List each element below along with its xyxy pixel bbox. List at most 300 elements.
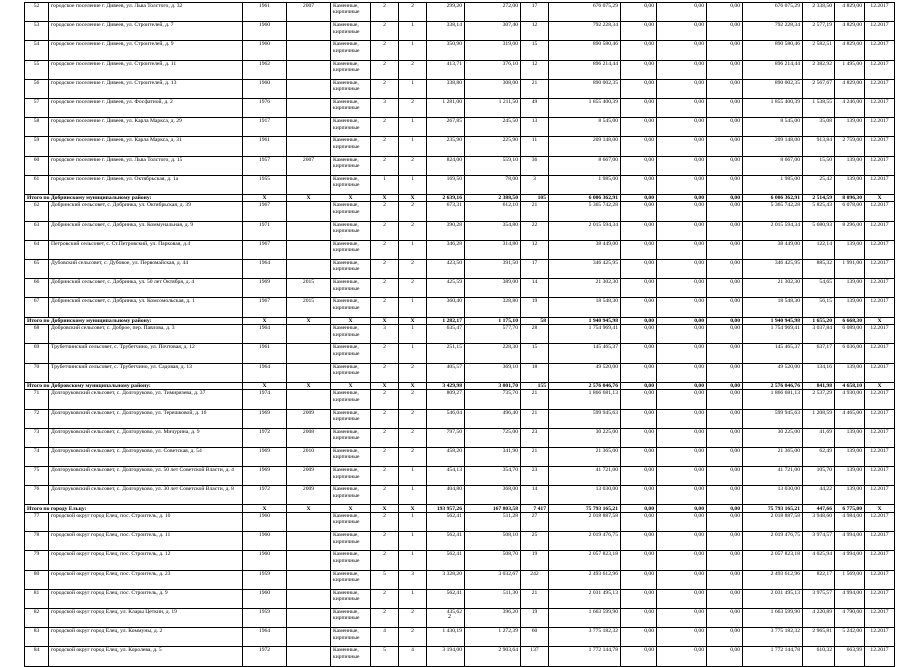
subtotal-cell: 0,00 (657, 382, 707, 390)
table-cell: 0,00 (657, 428, 707, 447)
subtotal-cell: 6 668,30 (835, 317, 865, 325)
table-cell: 404,80 (427, 486, 465, 505)
table-cell: 1 (399, 175, 427, 194)
table-cell: 2 031 495,13 (549, 589, 621, 608)
table-cell: 0,00 (707, 513, 743, 532)
table-cell: Каменные, кирпичные (331, 570, 371, 589)
table-cell: 0,00 (621, 137, 657, 156)
table-cell: 1 663 599,90 (743, 609, 803, 628)
table-cell: 12.2017 (865, 22, 895, 41)
table-cell: 2 015 594,34 (743, 221, 803, 240)
table-cell: 49 520,00 (743, 363, 803, 382)
table-cell: 3 (371, 325, 399, 344)
table-cell: 1 754 969,41 (549, 325, 621, 344)
table-cell: 59 (25, 137, 49, 156)
table-cell: 2 031 495,13 (743, 589, 803, 608)
table-cell: городской округ город Елец, пос. Строитель, д. 9 (49, 589, 243, 608)
table-row (25, 240, 895, 259)
table-cell: 1960 (243, 532, 287, 551)
table-cell: 319,00 (465, 41, 521, 60)
table-cell: 0,00 (657, 3, 707, 22)
table-cell (287, 221, 331, 240)
table-cell: городское поселение г. Дивеев, ул. Строителей, д. 11 (49, 60, 243, 79)
table-cell: Долгоруковский сельсовет, с. Долгоруково, ул. Советская, д. 54 (49, 447, 243, 466)
table-cell: 2 (399, 279, 427, 298)
table-cell: 80 (25, 570, 49, 589)
table-cell: 0,00 (707, 628, 743, 647)
table-cell: 307,40 (465, 22, 521, 41)
subtotal-cell: X (243, 382, 287, 390)
table-cell: 368,00 (465, 486, 521, 505)
table-cell: 23 (521, 467, 549, 486)
table-cell: 1 211,50 (465, 98, 521, 117)
subtotal-cell: 0,00 (657, 194, 707, 202)
table-cell: 0,00 (707, 486, 743, 505)
table-cell: 1 208,59 (803, 409, 835, 428)
table-cell: 2 (399, 260, 427, 279)
table-cell: 0,00 (707, 156, 743, 175)
table-cell: 44,22 (803, 486, 835, 505)
table-cell: 1 985,00 (549, 175, 621, 194)
subtotal-cell: 1 175,10 (465, 317, 521, 325)
table-cell: 1 538,55 (803, 98, 835, 117)
table-cell: Долгоруковский сельсовет, с. Долгоруково, ул. Тимирязева, д. 37 (49, 390, 243, 409)
table-cell: 41,69 (803, 428, 835, 447)
table-cell: 54 (25, 41, 49, 60)
table-cell: 6 078,00 (835, 202, 865, 221)
table-cell: 354,70 (465, 467, 521, 486)
table-cell: 0,00 (621, 532, 657, 551)
subtotal-cell: 155 (521, 382, 549, 390)
table-cell: городской округ город Елец, ул. Королева, д. 5 (49, 647, 243, 666)
table-cell: 1 (399, 240, 427, 259)
table-cell: 12.2017 (865, 156, 895, 175)
table-cell: 18 (521, 363, 549, 382)
table-cell: 0,00 (657, 221, 707, 240)
table-cell: 2008 (287, 428, 331, 447)
table-row (25, 60, 895, 79)
table-cell: 0,00 (657, 363, 707, 382)
table-cell: 0,00 (707, 532, 743, 551)
table-cell: 4 (399, 647, 427, 666)
table-cell: 0,00 (657, 570, 707, 589)
subtotal-cell: X (865, 194, 895, 202)
table-cell: 1969 (243, 447, 287, 466)
table-cell: 12.2017 (865, 409, 895, 428)
table-cell: Каменные, кирпичные (331, 137, 371, 156)
table-cell: 612,10 (465, 202, 521, 221)
table-cell: 2 018 887,58 (549, 513, 621, 532)
table-cell: 57 (25, 98, 49, 117)
table-cell: 4 (371, 628, 399, 647)
table-cell: 1972 (243, 428, 287, 447)
table-cell: 0,00 (657, 240, 707, 259)
table-cell: 1 (399, 344, 427, 363)
table-row (25, 513, 895, 532)
table-cell: 0,00 (621, 570, 657, 589)
table-cell: 1964 (243, 325, 287, 344)
table-cell: 0,00 (657, 41, 707, 60)
table-cell: Каменные, кирпичные (331, 260, 371, 279)
table-cell: Каменные, кирпичные (331, 647, 371, 666)
table-cell: Каменные, кирпичные (331, 60, 371, 79)
table-cell: 354,80 (465, 221, 521, 240)
table-cell: 3 775 182,32 (549, 628, 621, 647)
table-cell: 423,50 (427, 260, 465, 279)
table-cell: 139,00 (835, 428, 865, 447)
table-cell (287, 628, 331, 647)
table-cell: 508,10 (465, 532, 521, 551)
table-cell: 792 228,34 (549, 22, 621, 41)
table-cell: 14 (521, 486, 549, 505)
table-cell: 2 (371, 279, 399, 298)
table-cell: 1 (399, 589, 427, 608)
subtotal-cell: X (865, 382, 895, 390)
table-cell: 1 (399, 298, 427, 317)
table-cell: 4 994,00 (835, 589, 865, 608)
table-cell: 2 (371, 551, 399, 570)
table-cell: 1 (399, 137, 427, 156)
subtotal-label: Итого по Добринскому муниципальному району: (25, 194, 243, 202)
table-cell: городской округ город Елец, ул. Коммуны, д. 2 (49, 628, 243, 647)
table-cell: 792 228,34 (743, 22, 803, 41)
subtotal-cell: X (331, 194, 371, 202)
subtotal-cell: 7 417 (521, 505, 549, 513)
table-cell: 14 (521, 279, 549, 298)
subtotal-row (25, 194, 895, 202)
table-cell: 2 (371, 428, 399, 447)
table-cell: 2 (399, 156, 427, 175)
table-cell: 496,40 (465, 409, 521, 428)
table-cell (287, 79, 331, 98)
register-sheet (24, 2, 890, 667)
table-cell: 73 (25, 428, 49, 447)
table-cell: 308,00 (465, 79, 521, 98)
table-cell: 5 365 742,28 (549, 202, 621, 221)
table-cell: 1 855 400,39 (743, 98, 803, 117)
subtotal-cell: 3 001,70 (465, 382, 521, 390)
table-cell: 12.2017 (865, 570, 895, 589)
table-cell: 245,50 (465, 118, 521, 137)
table-cell: 1960 (243, 513, 287, 532)
table-cell: 63 (25, 221, 49, 240)
table-cell: 62 (25, 202, 49, 221)
table-cell: 60 (25, 156, 49, 175)
subtotal-cell: X (399, 194, 427, 202)
table-cell: 54,65 (803, 279, 835, 298)
table-cell: 511,30 (465, 589, 521, 608)
table-cell: 890 580,46 (743, 41, 803, 60)
table-cell: 2 (371, 486, 399, 505)
table-cell: 1967 (243, 298, 287, 317)
table-cell: Каменные, кирпичные (331, 551, 371, 570)
table-cell: 0,00 (657, 344, 707, 363)
subtotal-cell: X (243, 317, 287, 325)
table-cell (287, 202, 331, 221)
subtotal-cell: 2 576 046,76 (743, 382, 803, 390)
table-cell: 1964 (243, 260, 287, 279)
subtotal-cell: X (371, 382, 399, 390)
table-cell: 1967 (243, 240, 287, 259)
table-cell: 4 790,00 (835, 609, 865, 628)
table-row (25, 3, 895, 22)
table-row (25, 467, 895, 486)
table-cell: 12.2017 (865, 279, 895, 298)
table-cell: 2009 (287, 486, 331, 505)
table-cell: 12.2017 (865, 260, 895, 279)
table-cell: 145 465,37 (743, 344, 803, 363)
page-number: 2 (448, 614, 451, 620)
table-cell: 1 (399, 486, 427, 505)
table-cell: 139,00 (835, 298, 865, 317)
table-cell: 8 545,00 (743, 118, 803, 137)
table-cell: Долгоруковский сельсовет, с. Долгоруково, ул. 50 лет Советской Власти, д. 4 (49, 467, 243, 486)
table-cell: 2 (371, 22, 399, 41)
table-cell: 0,00 (707, 3, 743, 22)
table-cell: 0,00 (707, 175, 743, 194)
table-cell: 4 465,00 (835, 409, 865, 428)
table-cell: Каменные, кирпичные (331, 41, 371, 60)
table-cell: 0,00 (707, 298, 743, 317)
table-cell: Каменные, кирпичные (331, 467, 371, 486)
table-cell: 885,32 (803, 260, 835, 279)
table-cell: 2 (399, 409, 427, 428)
table-cell: Каменные, кирпичные (331, 22, 371, 41)
subtotal-cell: X (399, 382, 427, 390)
table-cell: 5 365 742,28 (743, 202, 803, 221)
table-cell: 58 (25, 118, 49, 137)
table-cell: Каменные, кирпичные (331, 513, 371, 532)
table-cell: 4 994,00 (835, 532, 865, 551)
subtotal-cell: 58 (521, 317, 549, 325)
table-cell: 2 903,64 (465, 647, 521, 666)
table-cell: 0,00 (657, 22, 707, 41)
table-cell: 1976 (243, 98, 287, 117)
table-cell: 12.2017 (865, 532, 895, 551)
table-cell: 21 302,30 (549, 279, 621, 298)
table-cell: 389,00 (465, 279, 521, 298)
table-cell: 137 (521, 647, 549, 666)
table-cell: 369,10 (465, 363, 521, 382)
table-cell: Каменные, кирпичные (331, 98, 371, 117)
table-cell: 209 148,00 (743, 137, 803, 156)
table-cell: 2 (371, 390, 399, 409)
table-cell: 49 520,00 (549, 363, 621, 382)
table-cell: 0,00 (621, 22, 657, 41)
table-cell: 12 (521, 22, 549, 41)
table-cell: 0,00 (707, 467, 743, 486)
table-cell: 1 985,00 (743, 175, 803, 194)
table-cell: 0,00 (621, 628, 657, 647)
table-cell: 673,31 (427, 202, 465, 221)
subtotal-cell: X (399, 505, 427, 513)
table-cell: 70 (25, 363, 49, 382)
table-cell: 0,00 (657, 98, 707, 117)
table-cell: Каменные, кирпичные (331, 428, 371, 447)
table-cell: 12.2017 (865, 589, 895, 608)
table-cell: 1 281,00 (427, 98, 465, 117)
table-cell: 896 214,44 (743, 60, 803, 79)
subtotal-cell: 447,66 (803, 505, 835, 513)
table-row (25, 156, 895, 175)
table-cell: 4 994,00 (835, 551, 865, 570)
table-cell: 0,00 (707, 589, 743, 608)
table-cell: Добринский сельсовет, с. Добринка, ул. Октябрьская, д. 39 (49, 202, 243, 221)
table-cell: 0,00 (707, 363, 743, 382)
table-row (25, 486, 895, 505)
table-cell: 2 (371, 609, 399, 628)
table-cell: 0,00 (657, 325, 707, 344)
table-cell: 4 930,00 (835, 390, 865, 409)
table-cell: Каменные, кирпичные (331, 221, 371, 240)
table-row (25, 279, 895, 298)
subtotal-cell: 2 388,50 (465, 194, 521, 202)
table-row (25, 589, 895, 608)
table-cell: 0,00 (657, 202, 707, 221)
table-cell: 12.2017 (865, 325, 895, 344)
table-row (25, 98, 895, 117)
table-cell: 0,00 (657, 647, 707, 666)
table-cell (287, 513, 331, 532)
table-cell: 2 (371, 409, 399, 428)
table-cell: 1 (371, 175, 399, 194)
table-cell: городское поселение г. Дивеев, ул. Строителей, д. 9 (49, 41, 243, 60)
table-row (25, 298, 895, 317)
table-cell: 1 991,00 (835, 260, 865, 279)
table-cell: 12.2017 (865, 202, 895, 221)
table-cell: 0,00 (621, 60, 657, 79)
table-cell: городское поселение г. Дивеев, ул. Льва Толстого, д. 32 (49, 3, 243, 22)
table-cell: 676 075,29 (743, 3, 803, 22)
table-cell: 341,90 (465, 447, 521, 466)
table-cell: 21 365,00 (743, 447, 803, 466)
table-cell: 0,00 (707, 260, 743, 279)
table-cell: 559,10 (465, 156, 521, 175)
table-cell: 134,16 (803, 363, 835, 382)
table-cell: 1960 (243, 22, 287, 41)
table-cell: 2 (399, 221, 427, 240)
table-cell: 139,00 (835, 175, 865, 194)
table-cell: 1960 (243, 79, 287, 98)
table-cell: 360,40 (427, 298, 465, 317)
table-cell: 267,85 (427, 118, 465, 137)
subtotal-cell: X (287, 382, 331, 390)
table-cell: городское поселение г. Дивеев, ул. Льва Толстого, д. 15 (49, 156, 243, 175)
table-cell: 21 (521, 409, 549, 428)
table-cell: 11 (521, 137, 549, 156)
table-cell: 735,70 (465, 390, 521, 409)
table-cell: городское поселение г. Дивеев, ул. Карла Маркса, д. 29 (49, 118, 243, 137)
table-cell: 66 (25, 279, 49, 298)
table-cell: 2 577,19 (803, 22, 835, 41)
table-row (25, 22, 895, 41)
table-cell: 72 (25, 409, 49, 428)
table-row (25, 344, 895, 363)
table-cell (287, 532, 331, 551)
table-cell: 0,00 (621, 221, 657, 240)
table-row (25, 325, 895, 344)
table-cell: 4 829,00 (835, 22, 865, 41)
table-cell: 53 (25, 22, 49, 41)
table-cell: 18 548,30 (549, 298, 621, 317)
subtotal-row (25, 505, 895, 513)
table-cell: 21 (521, 79, 549, 98)
table-cell: 350,90 (427, 41, 465, 60)
table-cell: 0,00 (657, 279, 707, 298)
table-cell: городской округ город Елец, пос. Строитель, д. 12 (49, 551, 243, 570)
table-cell: 30 225,00 (549, 428, 621, 447)
table-cell (287, 609, 331, 628)
table-cell: 3 975,57 (803, 589, 835, 608)
table-cell: 2 582,51 (803, 41, 835, 60)
table-cell: 21 (521, 589, 549, 608)
table-cell: Петровский сельсовет, с. Ст.Петровский, ул. Парковая, д.4 (49, 240, 243, 259)
table-cell: 1 495,00 (835, 60, 865, 79)
table-cell: 425,59 (427, 279, 465, 298)
subtotal-cell: 6 006 362,91 (549, 194, 621, 202)
table-cell: 1969 (243, 467, 287, 486)
table-cell: 0,00 (707, 609, 743, 628)
table-cell: 12.2017 (865, 118, 895, 137)
table-cell: 6 036,00 (835, 344, 865, 363)
table-cell: 2 057 823,18 (743, 551, 803, 570)
table-row (25, 118, 895, 137)
table-row (25, 41, 895, 60)
table-cell: 1 (399, 551, 427, 570)
table-cell: Каменные, кирпичные (331, 344, 371, 363)
table-cell: 242 (521, 570, 549, 589)
table-cell: 2 019 476,75 (549, 532, 621, 551)
table-cell: 405,57 (427, 363, 465, 382)
table-cell: 0,00 (621, 279, 657, 298)
table-cell: 2 (371, 532, 399, 551)
table-cell: 376,10 (465, 60, 521, 79)
table-cell: 225,90 (465, 137, 521, 156)
table-row (25, 447, 895, 466)
table-cell: 1 (399, 22, 427, 41)
table-cell: 3 (521, 175, 549, 194)
table-cell: Каменные, кирпичные (331, 325, 371, 344)
subtotal-cell: X (399, 317, 427, 325)
table-cell: 1 866 681,13 (549, 390, 621, 409)
table-cell: 2 (371, 344, 399, 363)
table-cell: 139,00 (835, 279, 865, 298)
table-cell: 17 (521, 260, 549, 279)
subtotal-cell: 2 639,16 (427, 194, 465, 202)
table-cell: 12.2017 (865, 628, 895, 647)
table-cell: 122,14 (803, 240, 835, 259)
table-cell: 4 246,00 (835, 98, 865, 117)
subtotal-cell: 1 282,17 (427, 317, 465, 325)
table-row (25, 609, 895, 628)
table-cell: 64 (25, 240, 49, 259)
subtotal-cell: X (287, 505, 331, 513)
table-cell: 139,00 (835, 156, 865, 175)
subtotal-cell: 8 096,30 (835, 194, 865, 202)
table-cell: городское поселение г. Дивеев, ул. Строителей, д. 13 (49, 79, 243, 98)
table-cell: 562,41 (427, 513, 465, 532)
table-cell: 0,00 (707, 118, 743, 137)
table-cell: 1 (399, 513, 427, 532)
table-cell (287, 363, 331, 382)
table-cell: 635,47 (427, 325, 465, 344)
table-cell: 67 (25, 298, 49, 317)
table-cell: 5 (371, 647, 399, 666)
table-cell: 12.2017 (865, 513, 895, 532)
table-cell: 1969 (243, 279, 287, 298)
table-cell: 314,80 (465, 240, 521, 259)
table-cell: 0,00 (657, 486, 707, 505)
